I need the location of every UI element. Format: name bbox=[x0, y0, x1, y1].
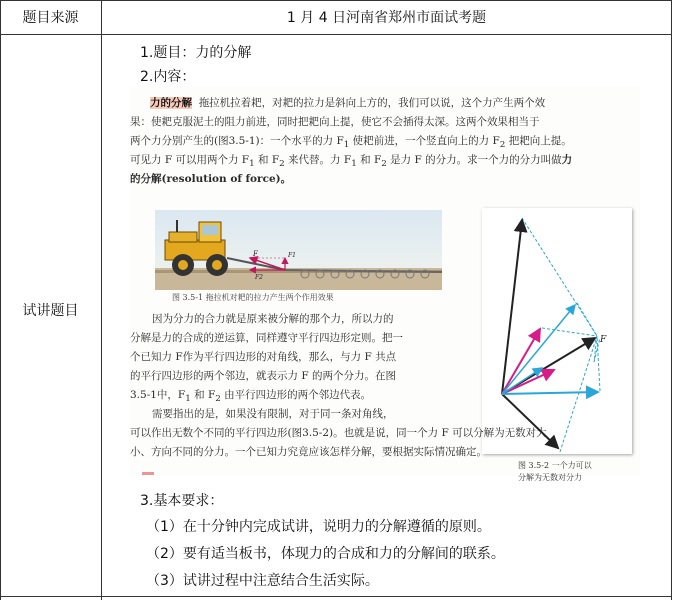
excerpt-line: 个已知力 F作为平行四边形的对角线，那么，与力 F 共点 bbox=[130, 351, 397, 363]
red-pen-mark bbox=[142, 472, 154, 475]
excerpt-line: 的分解(resolution of force)。 bbox=[130, 173, 292, 185]
excerpt-line: 可见力 F 可以用两个力 $F_1$ 和 $F_2$ 来代替。力 $F_1$ 和 $F_2$ 是力 F 的分力。求一个力的分力叫做力 bbox=[130, 154, 573, 170]
requirement-item: （1）在十分钟内完成试讲，说明力的分解遵循的原则。 bbox=[146, 519, 491, 535]
excerpt-line: 3.5-1中，$F_1$ 和 $F_2$ 由平行四边形的两个邻边代表。 bbox=[130, 389, 372, 405]
excerpt-line: 两个力分别产生的(图3.5-1)：一个水平的力 $F_1$ 使耙前进，一个竖直向上的力 $F_2$ 把耙向上提。 bbox=[130, 135, 572, 151]
fig1-caption: 图 3.5-1 拖拉机对耙的拉力产生两个作用效果 bbox=[172, 293, 334, 302]
requirements-title: 3.基本要求： bbox=[140, 493, 224, 509]
excerpt-line: 因为分力的合力就是原来被分解的那个力，所以力的 bbox=[152, 313, 394, 325]
fig1-label-f: F bbox=[253, 250, 258, 258]
excerpt-line: 力的分解 拖拉机拉着耙，对耙的拉力是斜向上方的，我们可以说，这个力产生两个效 bbox=[150, 97, 546, 109]
excerpt-line: 小、方向不同的分力。一个已知力究竟应该怎样分解，要根据实际情况确定。 bbox=[130, 446, 487, 458]
textbook-excerpt bbox=[130, 86, 640, 482]
requirement-item: （3）试讲过程中注意结合生活实际。 bbox=[146, 573, 379, 589]
excerpt-line: 分解是力的合成的逆运算，同样遵守平行四边形定则。把一 bbox=[130, 332, 403, 344]
content-label: 2.内容： bbox=[140, 69, 196, 85]
excerpt-line: 需要指出的是，如果没有限制，对于同一条对角线， bbox=[152, 408, 394, 420]
source-label: 题目来源 bbox=[22, 10, 79, 26]
fig1-label-f1: F1 bbox=[288, 252, 296, 259]
excerpt-line: 果：使耙克服泥土的阻力前进，同时把耙向上提，使它不会插得太深。这两个效果相当于 bbox=[130, 116, 540, 128]
fig2-label-f: F bbox=[600, 335, 607, 345]
force-decomposition-figure bbox=[482, 208, 632, 482]
topic-title: 1.题目：力的分解 bbox=[140, 45, 252, 61]
row-label: 试讲题目 bbox=[22, 303, 79, 319]
excerpt-line: 可以作出无数个不同的平行四边形(图3.5-2)。也就是说，同一个力 F 可以分解为无数对大 bbox=[130, 427, 547, 439]
fig2-caption-line2: 分解为无数对分力 bbox=[518, 473, 582, 482]
tractor-figure bbox=[155, 210, 442, 290]
excerpt-line: 的平行四边形的两个邻边，就表示力 F 的两个分力。在图 bbox=[130, 370, 396, 382]
requirement-item: （2）要有适当板书，体现力的合成和力的分解间的联系。 bbox=[146, 546, 505, 562]
source-value: 1 月 4 日河南省郑州市面试考题 bbox=[286, 10, 487, 26]
table-border-right bbox=[671, 0, 672, 600]
fig2-caption-line1: 图 3.5-2 一个力可以 bbox=[518, 461, 592, 470]
fig1-label-f2: F2 bbox=[255, 274, 263, 281]
term-highlight: 力的分解 bbox=[150, 97, 192, 109]
table-column-divider bbox=[101, 0, 102, 600]
